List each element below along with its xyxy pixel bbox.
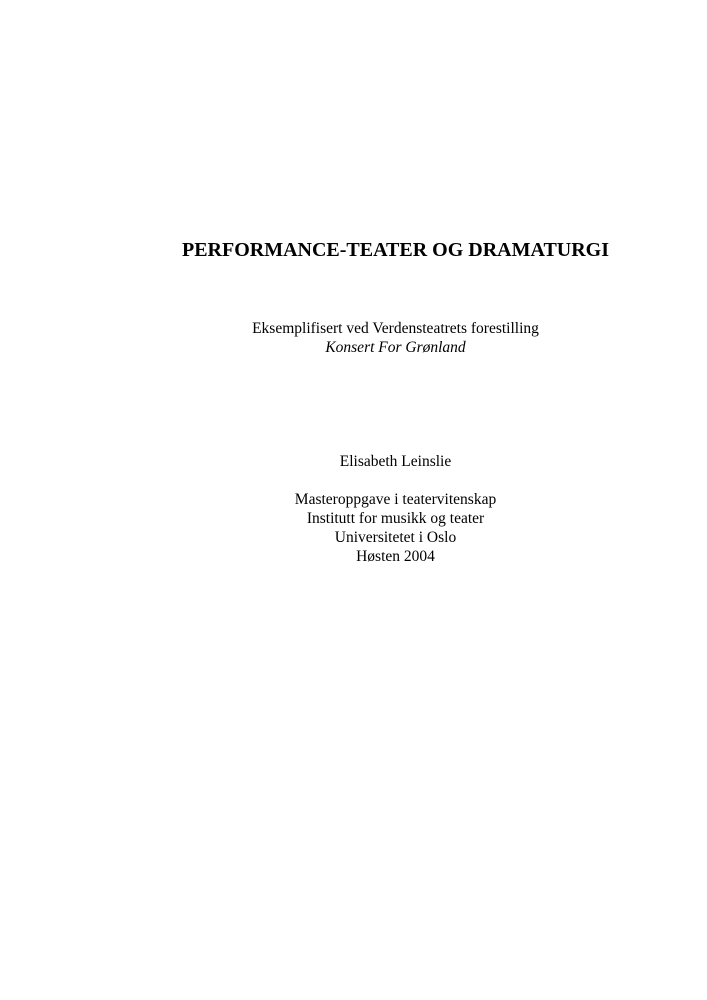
subtitle-block bbox=[82, 319, 707, 357]
document-title: PERFORMANCE-TEATER OG DRAMATURGI bbox=[181, 239, 610, 261]
institute-line: Institutt for musikk og teater bbox=[306, 510, 485, 527]
work-title: Konsert For Grønland bbox=[325, 339, 466, 356]
term-line: Høsten 2004 bbox=[356, 548, 435, 565]
subtitle-line: Eksemplifisert ved Verdensteatrets forestilling bbox=[252, 320, 539, 337]
author-name: Elisabeth Leinslie bbox=[339, 453, 452, 470]
university-line: Universitetet i Oslo bbox=[334, 529, 457, 546]
degree-line: Masteroppgave i teatervitenskap bbox=[294, 491, 497, 508]
thesis-details bbox=[82, 490, 707, 566]
